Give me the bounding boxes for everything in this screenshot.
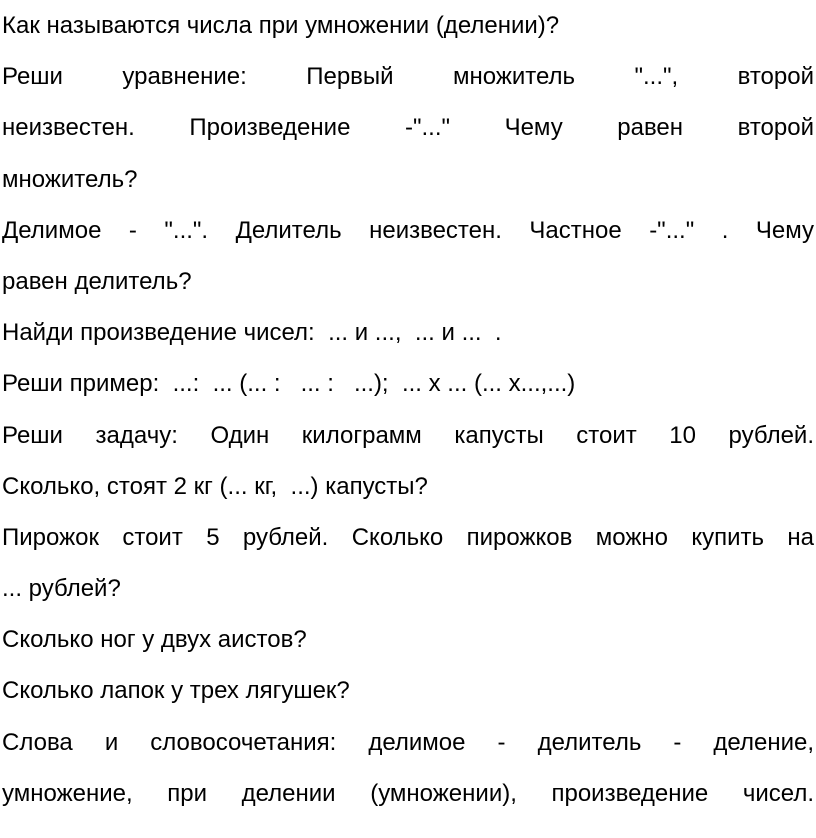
text-line-14: Сколько лапок у трех лягушек?: [2, 677, 350, 705]
text-line-2: Реши уравнение: Первый множитель "...", второй: [2, 63, 814, 91]
text-line-16: умножение, при делении (умножении), произведение чисел.: [2, 779, 814, 807]
text-line-5: Делимое - "...". Делитель неизвестен. Частное -"..." . Чему: [2, 216, 814, 244]
text-line-10: Сколько, стоят 2 кг (... кг, ...) капусты?: [2, 472, 428, 500]
text-line-11: Пирожок стоит 5 рублей. Сколько пирожков можно купить на: [2, 523, 814, 551]
text-line-15: Слова и словосочетания: делимое - делитель - деление,: [2, 728, 814, 756]
text-line-9: Реши задачу: Один килограмм капусты стоит 10 рублей.: [2, 421, 814, 449]
text-line-8: Реши пример: ...: ... (... : ... : ...); ... х ... (... х...,...): [2, 370, 576, 398]
text-line-3: неизвестен. Произведение -"..." Чему равен второй: [2, 114, 814, 142]
text-line-13: Сколько ног у двух аистов?: [2, 626, 307, 654]
text-line-4: множитель?: [2, 165, 138, 193]
text-line-12: ... рублей?: [2, 575, 121, 603]
text-line-6: равен делитель?: [2, 267, 192, 295]
text-line-7: Найди произведение чисел: ... и ..., ... и ... .: [2, 319, 502, 347]
text-line-1: Как называются числа при умножении (делении)?: [2, 12, 560, 39]
document-page: [2, 0, 814, 819]
